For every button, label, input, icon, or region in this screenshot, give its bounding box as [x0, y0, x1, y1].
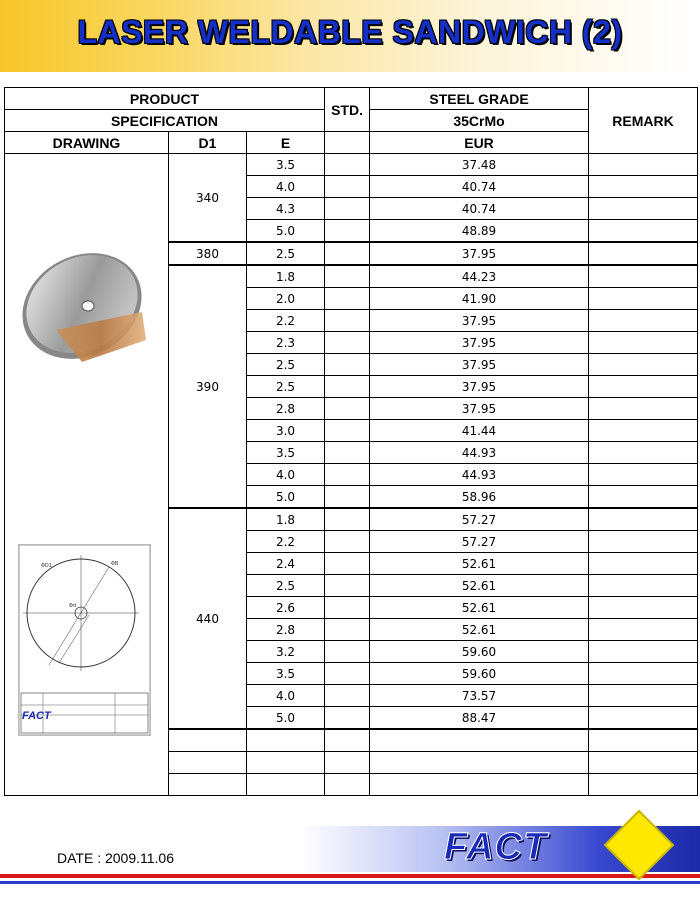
price-cell: 59.60 [370, 663, 589, 685]
price-cell: 52.61 [370, 597, 589, 619]
price-cell: 37.95 [370, 310, 589, 332]
currency-header: EUR [370, 132, 589, 154]
std-cell [325, 154, 370, 176]
empty-cell [169, 752, 247, 774]
price-cell: 44.93 [370, 442, 589, 464]
empty-cell [247, 729, 325, 752]
remark-header: REMARK [589, 88, 698, 154]
remark-cell [589, 685, 698, 707]
empty-cell [589, 752, 698, 774]
remark-cell [589, 154, 698, 176]
e-cell: 5.0 [247, 220, 325, 243]
e-cell: 3.5 [247, 154, 325, 176]
price-cell: 37.95 [370, 398, 589, 420]
remark-cell [589, 354, 698, 376]
price-cell: 37.48 [370, 154, 589, 176]
grade-name-header: 35CrMo [370, 110, 589, 132]
remark-cell [589, 641, 698, 663]
e-cell: 2.3 [247, 332, 325, 354]
std-cell [325, 575, 370, 597]
e-cell: 2.5 [247, 242, 325, 265]
e-cell: 2.2 [247, 310, 325, 332]
empty-cell [370, 774, 589, 796]
empty-cell [247, 752, 325, 774]
e-cell: 3.0 [247, 420, 325, 442]
std-header: STD. [325, 88, 370, 132]
std-cell [325, 531, 370, 553]
price-cell: 52.61 [370, 619, 589, 641]
price-cell: 59.60 [370, 641, 589, 663]
remark-cell [589, 707, 698, 730]
table-row [5, 154, 698, 176]
price-cell: 73.57 [370, 685, 589, 707]
e-cell: 3.2 [247, 641, 325, 663]
empty-cell [589, 729, 698, 752]
empty-cell [325, 774, 370, 796]
std-cell [325, 376, 370, 398]
svg-text:ΦB: ΦB [111, 561, 119, 567]
std-cell [325, 597, 370, 619]
remark-cell [589, 242, 698, 265]
e-header: E [247, 132, 325, 154]
drawing-logo: FACT [22, 710, 51, 722]
remark-cell [589, 531, 698, 553]
e-cell: 2.5 [247, 575, 325, 597]
std-cell [325, 288, 370, 310]
e-cell: 3.5 [247, 663, 325, 685]
std-cell [325, 332, 370, 354]
std-empty [325, 132, 370, 154]
d1-cell: 390 [169, 265, 247, 508]
d1-cell: 440 [169, 508, 247, 729]
specification-header: SPECIFICATION [5, 110, 325, 132]
e-cell: 2.0 [247, 288, 325, 310]
price-cell: 57.27 [370, 531, 589, 553]
empty-cell [325, 729, 370, 752]
price-cell: 37.95 [370, 354, 589, 376]
price-cell: 88.47 [370, 707, 589, 730]
remark-cell [589, 198, 698, 220]
d1-cell: 340 [169, 154, 247, 243]
std-cell [325, 310, 370, 332]
remark-cell [589, 420, 698, 442]
remark-cell [589, 332, 698, 354]
remark-cell [589, 220, 698, 243]
std-cell [325, 442, 370, 464]
empty-cell [370, 752, 589, 774]
e-cell: 2.8 [247, 398, 325, 420]
std-cell [325, 354, 370, 376]
std-cell [325, 685, 370, 707]
page-title: LASER WELDABLE SANDWICH (2) [77, 14, 623, 50]
e-cell: 2.4 [247, 553, 325, 575]
e-cell: 2.8 [247, 619, 325, 641]
remark-cell [589, 486, 698, 509]
std-cell [325, 265, 370, 288]
e-cell: 2.2 [247, 531, 325, 553]
std-cell [325, 398, 370, 420]
std-cell [325, 508, 370, 531]
remark-cell [589, 176, 698, 198]
price-cell: 44.93 [370, 464, 589, 486]
empty-cell [589, 774, 698, 796]
e-cell: 2.5 [247, 354, 325, 376]
drawing-header: DRAWING [5, 132, 169, 154]
e-cell: 4.0 [247, 464, 325, 486]
remark-cell [589, 398, 698, 420]
remark-cell [589, 442, 698, 464]
std-cell [325, 464, 370, 486]
std-cell [325, 707, 370, 730]
saw-blade-photo [16, 244, 156, 384]
e-cell: 2.6 [247, 597, 325, 619]
footer-blue-line [0, 881, 700, 884]
e-cell: 1.8 [247, 508, 325, 531]
price-cell: 37.95 [370, 242, 589, 265]
remark-cell [589, 663, 698, 685]
e-cell: 4.0 [247, 176, 325, 198]
price-cell: 37.95 [370, 332, 589, 354]
std-cell [325, 176, 370, 198]
std-cell [325, 486, 370, 509]
price-cell: 40.74 [370, 176, 589, 198]
std-cell [325, 641, 370, 663]
price-cell: 41.90 [370, 288, 589, 310]
price-cell: 37.95 [370, 376, 589, 398]
fact-logo: FACT [444, 826, 548, 868]
remark-cell [589, 310, 698, 332]
std-cell [325, 663, 370, 685]
svg-text:ΦD1: ΦD1 [41, 563, 52, 569]
remark-cell [589, 288, 698, 310]
remark-cell [589, 597, 698, 619]
empty-cell [370, 729, 589, 752]
e-cell: 1.8 [247, 265, 325, 288]
d1-cell: 380 [169, 242, 247, 265]
e-cell: 5.0 [247, 486, 325, 509]
empty-cell [169, 729, 247, 752]
remark-cell [589, 619, 698, 641]
e-cell: 2.5 [247, 376, 325, 398]
remark-cell [589, 553, 698, 575]
std-cell [325, 553, 370, 575]
e-cell: 4.0 [247, 685, 325, 707]
footer-date: DATE : 2009.11.06 [57, 850, 174, 866]
remark-cell [589, 575, 698, 597]
remark-cell [589, 265, 698, 288]
price-cell: 41.44 [370, 420, 589, 442]
empty-cell [247, 774, 325, 796]
empty-cell [325, 752, 370, 774]
remark-cell [589, 376, 698, 398]
e-cell: 3.5 [247, 442, 325, 464]
price-cell: 58.96 [370, 486, 589, 509]
remark-cell [589, 464, 698, 486]
footer-red-line [0, 874, 700, 878]
std-cell [325, 198, 370, 220]
std-cell [325, 220, 370, 243]
product-header: PRODUCT [5, 88, 325, 110]
steel-grade-header: STEEL GRADE [370, 88, 589, 110]
remark-cell [589, 508, 698, 531]
empty-cell [169, 774, 247, 796]
price-cell: 52.61 [370, 575, 589, 597]
std-cell [325, 242, 370, 265]
price-cell: 44.23 [370, 265, 589, 288]
d1-header: D1 [169, 132, 247, 154]
std-cell [325, 619, 370, 641]
e-cell: 5.0 [247, 707, 325, 730]
price-cell: 48.89 [370, 220, 589, 243]
price-cell: 52.61 [370, 553, 589, 575]
technical-drawing [18, 544, 151, 736]
price-cell: 40.74 [370, 198, 589, 220]
e-cell: 4.3 [247, 198, 325, 220]
svg-text:Φd: Φd [69, 603, 77, 609]
price-cell: 57.27 [370, 508, 589, 531]
std-cell [325, 420, 370, 442]
